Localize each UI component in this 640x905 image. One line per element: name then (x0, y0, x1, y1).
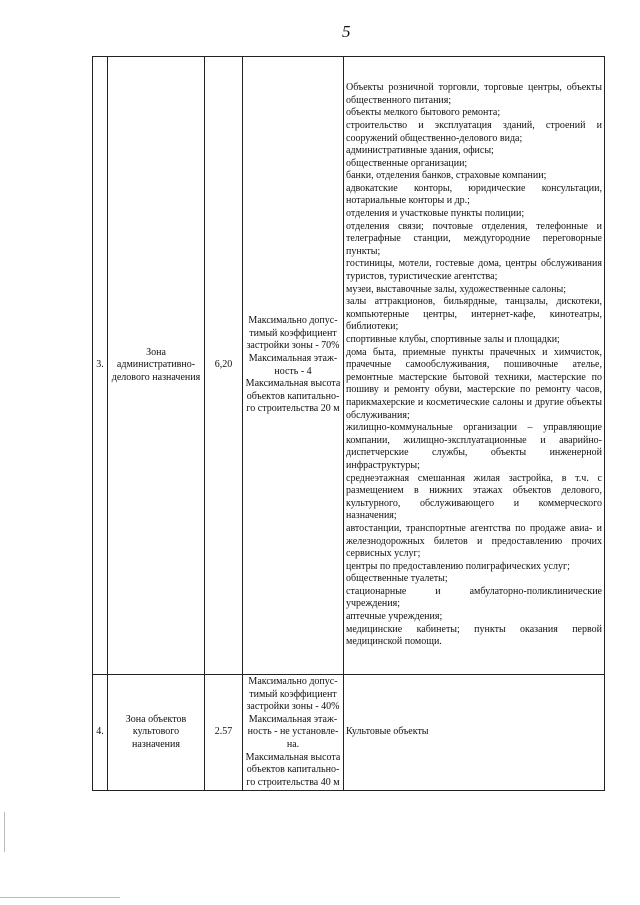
zone-parameters (243, 675, 344, 791)
parameter-line: тимый коэффициент (249, 688, 337, 700)
row-number: 4. (93, 675, 108, 791)
zone-name: Зона объектов культового назначения (108, 675, 205, 791)
parameter-line: ность - не установле- (247, 726, 339, 738)
parameter-line: Максимальная этаж- (248, 352, 338, 364)
use-item: стационарные и амбулаторно-поликлинические учреждения; (346, 585, 602, 610)
scan-margin-mark (4, 812, 5, 852)
use-item: банки, отделения банков, страховые компании; (346, 170, 547, 182)
use-item: музеи, выставочные залы, художественные салоны; (346, 283, 566, 295)
zone-parameters (243, 57, 344, 675)
use-item: спортивные клубы, спортивные залы и площадки; (346, 334, 560, 346)
parameter-line: го строительства 20 м (246, 403, 340, 415)
use-item: Культовые объекты (346, 726, 429, 738)
use-item: отделения и участковые пункты полиции; (346, 208, 525, 220)
use-item: объекты мелкого бытового ремонта; (346, 107, 501, 119)
use-item: гостиницы, мотели, гостевые дома, центры обслуживания туристов, туристические агентства; (346, 258, 602, 283)
use-item: административные здания, офисы; (346, 145, 494, 157)
parameter-line: тимый коэффициент (249, 327, 337, 339)
use-item: медицинские кабинеты; пункты оказания первой медицинской помощи. (346, 623, 602, 648)
scan-margin-mark (0, 897, 120, 898)
parameter-line: Максимальная высота (245, 751, 341, 763)
use-item: строительство и эксплуатация зданий, строений и сооружений общественно-делового вида; (346, 119, 602, 144)
use-item: жилищно-коммунальные организации – управляющие компании, жилищно-эксплуатационные и аварийно-диспетчерские службы, объекты инженерной инфраструктуры; (346, 422, 602, 471)
permitted-uses (344, 675, 605, 791)
zone-area: 6,20 (205, 57, 243, 675)
use-item: среднеэтажная смешанная жилая застройка, в т.ч. с размещением в нижних этажах объектов делового, культурного, обслуживающего и коммерческого назначения; (346, 472, 602, 522)
parameter-line: Максимально допус- (248, 315, 338, 327)
use-item: центры по предоставлению полиграфических услуг; (346, 560, 570, 572)
table-row (93, 675, 605, 791)
parameter-line: объектов капитально- (246, 764, 340, 776)
parameter-line: го строительства 40 м (246, 776, 340, 788)
parameter-line: застройки зоны - 40% (246, 701, 340, 713)
zones-table (92, 56, 605, 791)
use-item: дома быта, приемные пункты прачечных и химчисток, прачечные самообслуживания, пошивочные ателье, ремонтные мастерские бытовой техники, мастерские по пошиву и ремонту обуви, мастерские по ремонту часов, парикмахерские и косметические салоны и другие объекты обслуживания; (346, 346, 602, 421)
row-number: 3. (93, 57, 108, 675)
page-number: 5 (342, 22, 351, 41)
use-item: общественные туалеты; (346, 573, 448, 585)
use-item: Объекты розничной торговли, торговые центры, объекты общественного питания; (346, 82, 602, 106)
use-item: общественные организации; (346, 157, 468, 169)
zone-area: 2.57 (205, 675, 243, 791)
zone-name: Зона административно-делового назначения (108, 57, 205, 675)
parameter-line: Максимально допус- (248, 676, 338, 687)
permitted-uses (344, 57, 605, 675)
use-item: аптечные учреждения; (346, 611, 443, 623)
use-item: отделения связи; почтовые отделения, телефонные и телеграфные станции, междугородние переговорные пункты; (346, 220, 602, 257)
parameter-line: на. (286, 738, 300, 750)
parameter-line: ность - 4 (274, 365, 312, 377)
use-item: залы аттракционов, бильярдные, танцзалы, дискотеки, компьютерные центры, интернет-кафе, кинотеатры, библиотеки; (346, 296, 602, 333)
use-item: адвокатские конторы, юридические консультации, нотариальные конторы и др.; (346, 182, 602, 207)
parameter-line: Максимальная этаж- (248, 713, 338, 725)
table-row (93, 57, 605, 675)
parameter-line: Максимальная высота (245, 378, 341, 390)
parameter-line: застройки зоны - 70% (246, 340, 340, 352)
use-item: автостанции, транспортные агентства по продаже авиа- и железнодорожных билетов и предоставлению прочих сервисных услуг; (346, 522, 602, 560)
parameter-line: объектов капитально- (246, 390, 340, 402)
